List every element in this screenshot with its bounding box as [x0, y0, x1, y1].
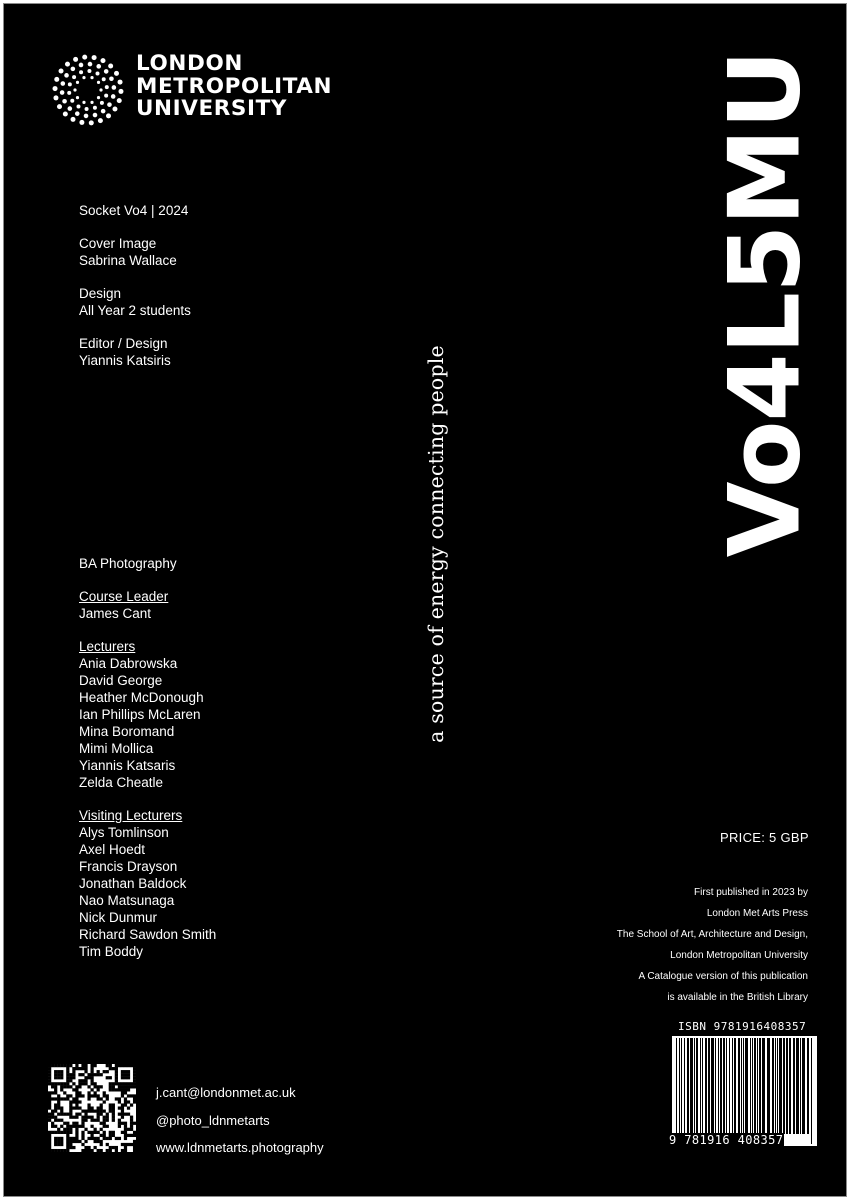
volume-title-text: Vo4L5MU: [708, 50, 823, 558]
back-cover: [3, 3, 847, 1197]
issue-line: Socket Vo4 | 2024: [79, 203, 189, 218]
course-leader-group: [79, 588, 216, 622]
lecturers-group: [79, 638, 216, 791]
isbn-label: ISBN 9781916408357: [678, 1020, 807, 1033]
publication-info-line: London Met Arts Press: [706, 908, 808, 919]
staff-name: Heather McDonough: [79, 690, 204, 705]
publication-info-line: The School of Art, Architecture and Design,: [616, 929, 808, 940]
tagline-vertical: [419, 320, 453, 768]
staff-name: David George: [79, 673, 163, 688]
staff-name: Nao Matsunaga: [79, 893, 175, 908]
course-staff-block: [79, 555, 216, 976]
staff-name: Ian Phillips McLaren: [79, 707, 201, 722]
credit-value: All Year 2 students: [79, 303, 191, 318]
barcode-icon: [672, 1036, 817, 1146]
credits-block: [79, 202, 191, 385]
staff-name: Tim Boddy: [79, 944, 144, 959]
staff-name: Ania Dabrowska: [79, 656, 178, 671]
publication-info: [617, 882, 808, 1008]
staff-name: Mina Boromand: [79, 724, 175, 739]
staff-name: Mimi Mollica: [79, 741, 154, 756]
website-link[interactable]: www.ldnmetarts.photography: [156, 1140, 324, 1155]
staff-name: Yiannis Katsaris: [79, 758, 176, 773]
university-logo-icon: [48, 50, 128, 130]
visiting-lecturers-heading: Visiting Lecturers: [79, 808, 183, 823]
isbn-digits: 9 781916 408357: [669, 1133, 784, 1147]
credit-value: Yiannis Katsiris: [79, 353, 171, 368]
staff-name: Axel Hoedt: [79, 842, 146, 857]
credit-value: Sabrina Wallace: [79, 253, 177, 268]
volume-title-vertical: [708, 44, 823, 564]
publication-info-line: A Catalogue version of this publication: [638, 971, 808, 982]
credit-label: Design: [79, 286, 122, 301]
university-name-line: LONDON: [136, 51, 243, 76]
staff-name: Richard Sawdon Smith: [79, 927, 217, 942]
credit-group: [79, 202, 191, 219]
contact-info: [156, 1079, 324, 1162]
lecturers-heading: Lecturers: [79, 639, 136, 654]
credit-group: [79, 235, 191, 269]
staff-name: Alys Tomlinson: [79, 825, 169, 840]
staff-name: Nick Dunmur: [79, 910, 158, 925]
tagline-text: a source of energy connecting people: [424, 345, 449, 743]
staff-name: Zelda Cheatle: [79, 775, 164, 790]
university-name: [136, 53, 332, 121]
staff-name: Francis Drayson: [79, 859, 178, 874]
course-title: BA Photography: [79, 556, 177, 571]
course-leader-heading: Course Leader: [79, 589, 169, 604]
visiting-lecturers-group: [79, 807, 216, 960]
staff-name: James Cant: [79, 606, 152, 621]
publication-info-line: is available in the British Library: [667, 992, 808, 1003]
university-name-line: UNIVERSITY: [136, 96, 288, 121]
price-label: PRICE: 5 GBP: [720, 830, 809, 845]
credit-label: Cover Image: [79, 236, 157, 251]
credit-group: [79, 335, 191, 369]
credit-group: [79, 285, 191, 319]
university-name-line: METROPOLITAN: [136, 73, 333, 99]
social-handle[interactable]: @photo_ldnmetarts: [156, 1112, 270, 1128]
staff-name: Jonathan Baldock: [79, 876, 187, 891]
publication-info-line: First published in 2023 by: [694, 887, 808, 898]
qr-code-icon[interactable]: [48, 1064, 136, 1152]
credit-label: Editor / Design: [79, 336, 168, 351]
publication-info-line: London Metropolitan University: [670, 950, 808, 961]
email-link[interactable]: j.cant@londonmet.ac.uk: [156, 1085, 296, 1100]
